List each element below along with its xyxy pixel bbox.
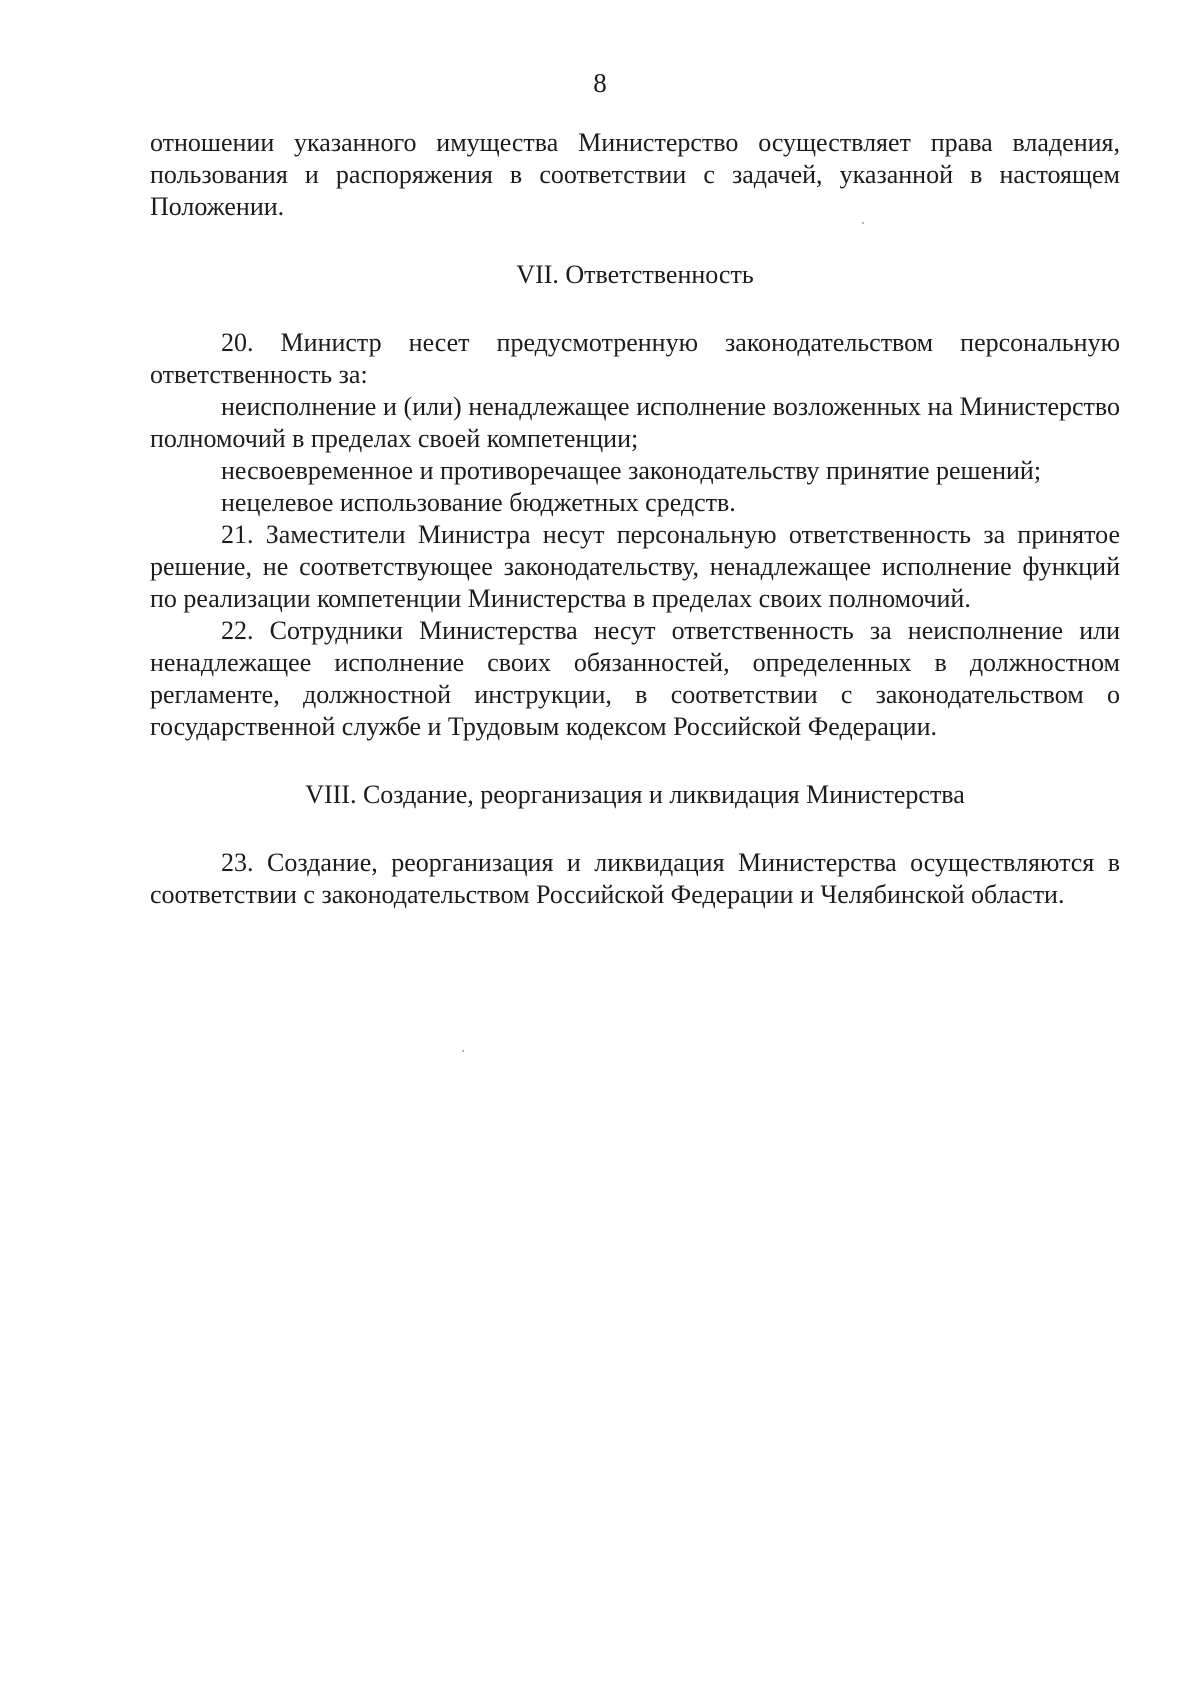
scan-speck <box>462 1050 464 1052</box>
paragraph-20-item-3: нецелевое использование бюджетных средств. <box>221 488 736 517</box>
page-number: 8 <box>593 68 607 98</box>
section-viii-heading: VIII. Создание, реорганизация и ликвидация Министерства <box>305 780 965 809</box>
document-body <box>150 127 1120 911</box>
paragraph-20-intro: 20. Министр несет предусмотренную законодательством персональную ответственность за: <box>150 328 1120 389</box>
paragraph-20-item-1: неисполнение и (или) ненадлежащее исполнение возложенных на Министерство полномочий в пределах своей компетенции; <box>150 392 1120 453</box>
paragraph-23: 23. Создание, реорганизация и ликвидация Министерства осуществляются в соответствии с законодательством Российской Федерации и Челябинской области. <box>150 848 1120 909</box>
intro-paragraph: отношении указанного имущества Министерство осуществляет права владения, пользования и распоряжения в соответствии с задачей, указанной в настоящем Положении. <box>150 128 1120 221</box>
paragraph-21: 21. Заместители Министра несут персональную ответственность за принятое решение, не соответствующее законодательству, ненадлежащее исполнение функций по реализации компетенции Министерства в пределах своих полномочий. <box>150 520 1120 613</box>
section-vii-heading: VII. Ответственность <box>516 260 754 289</box>
paragraph-20-item-2: несвоевременное и противоречащее законодательству принятие решений; <box>221 456 1042 485</box>
paragraph-22: 22. Сотрудники Министерства несут ответственность за неисполнение или ненадлежащее исполнение своих обязанностей, определенных в должностном регламенте, должностной инструкции, в соответствии с законодательством о государственной службе и Трудовым кодексом Российской Федерации. <box>150 616 1120 741</box>
scan-speck <box>862 222 864 224</box>
